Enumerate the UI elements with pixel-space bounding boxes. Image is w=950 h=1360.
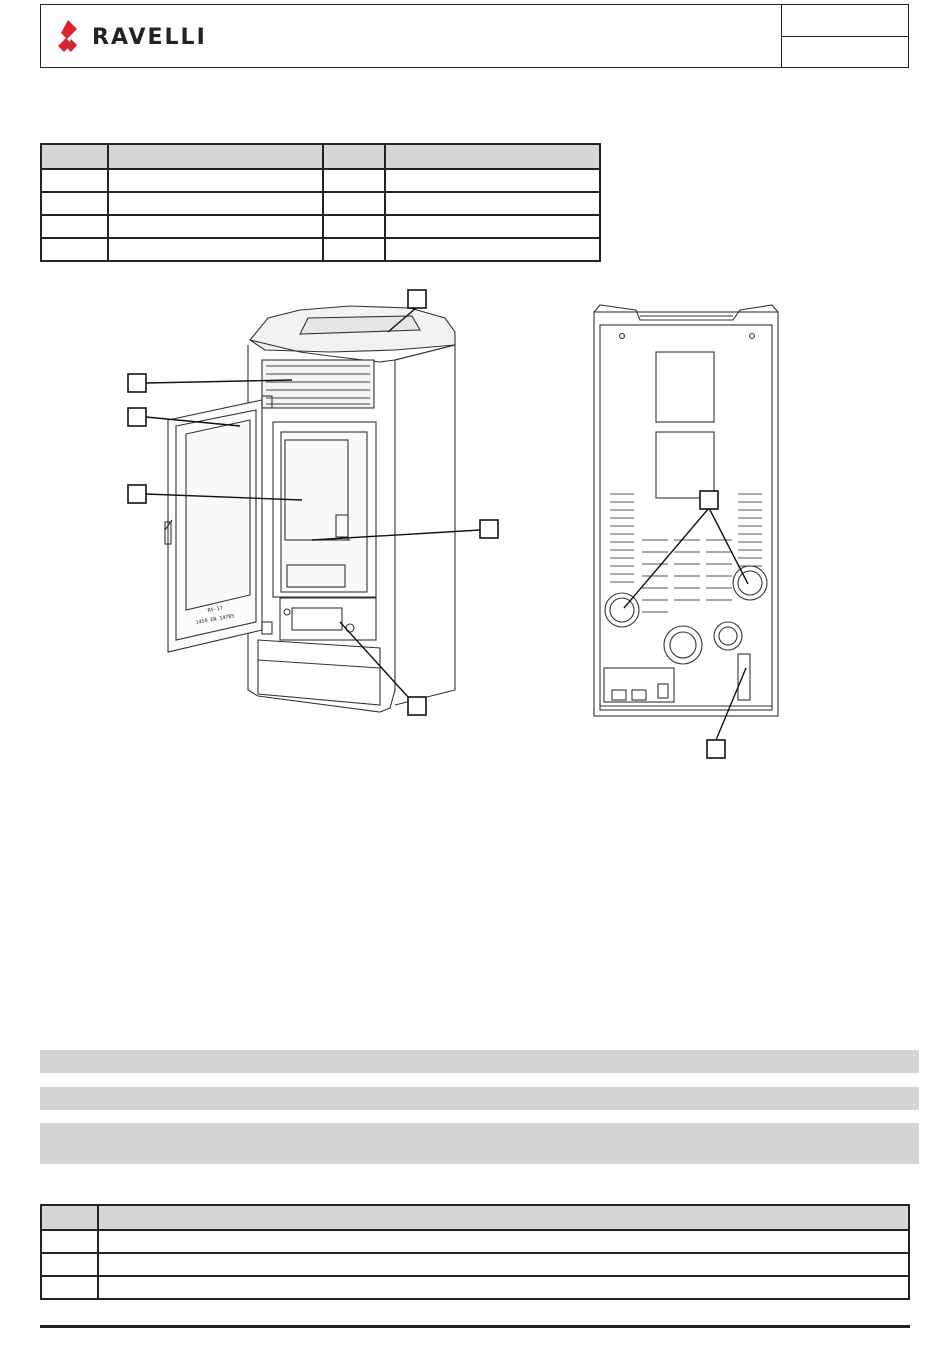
table-row xyxy=(41,215,600,238)
table-cell xyxy=(41,1276,98,1299)
brand-name: RAVELLI xyxy=(92,25,207,50)
specs-table xyxy=(40,143,601,262)
table-header-cell xyxy=(323,144,385,169)
flame-logo-icon xyxy=(55,19,81,55)
table-row xyxy=(41,238,600,261)
callout-box xyxy=(128,485,146,503)
table-cell xyxy=(41,192,108,215)
callout-box xyxy=(128,408,146,426)
table-cell xyxy=(108,169,323,192)
table-row xyxy=(41,1230,909,1253)
table-header-cell xyxy=(41,144,108,169)
table-row xyxy=(41,1253,909,1276)
table-cell xyxy=(323,215,385,238)
info-bar xyxy=(40,1087,919,1110)
table-cell xyxy=(323,169,385,192)
table-row xyxy=(41,1276,909,1299)
table-cell xyxy=(108,215,323,238)
table-header-cell xyxy=(98,1205,909,1230)
table-cell xyxy=(98,1253,909,1276)
table-cell xyxy=(385,238,600,261)
table-cell xyxy=(323,192,385,215)
callout-box xyxy=(707,740,725,758)
callout-box xyxy=(128,374,146,392)
callout-box xyxy=(700,491,718,509)
table-cell xyxy=(385,169,600,192)
table-header-row xyxy=(41,1205,909,1230)
header-cell xyxy=(782,5,908,36)
table-cell xyxy=(98,1230,909,1253)
brand-logo xyxy=(55,17,235,57)
footer-divider xyxy=(40,1325,910,1328)
callout-box xyxy=(408,697,426,715)
table-cell xyxy=(41,215,108,238)
table-cell xyxy=(385,192,600,215)
table-cell xyxy=(108,238,323,261)
page-header xyxy=(40,4,909,68)
table-cell xyxy=(41,238,108,261)
table-header-cell xyxy=(41,1205,98,1230)
info-bar xyxy=(40,1050,919,1073)
table-cell xyxy=(41,169,108,192)
header-cell xyxy=(782,36,908,67)
callout-box xyxy=(408,290,426,308)
table-cell xyxy=(98,1276,909,1299)
legend-table xyxy=(40,1204,910,1300)
header-reference-box xyxy=(781,5,908,67)
table-cell xyxy=(385,215,600,238)
stove-rear-view xyxy=(585,300,785,765)
table-row xyxy=(41,169,600,192)
info-bar xyxy=(40,1123,919,1164)
table-header-row xyxy=(41,144,600,169)
table-cell xyxy=(41,1253,98,1276)
table-row xyxy=(41,192,600,215)
door-label-line: 1458 EN 14785 xyxy=(195,613,235,626)
table-cell xyxy=(108,192,323,215)
table-cell xyxy=(323,238,385,261)
table-header-cell xyxy=(108,144,323,169)
table-header-cell xyxy=(385,144,600,169)
stove-front-view xyxy=(120,285,510,725)
callout-box xyxy=(480,520,498,538)
table-cell xyxy=(41,1230,98,1253)
door-label-line: RV-17 xyxy=(207,605,224,614)
